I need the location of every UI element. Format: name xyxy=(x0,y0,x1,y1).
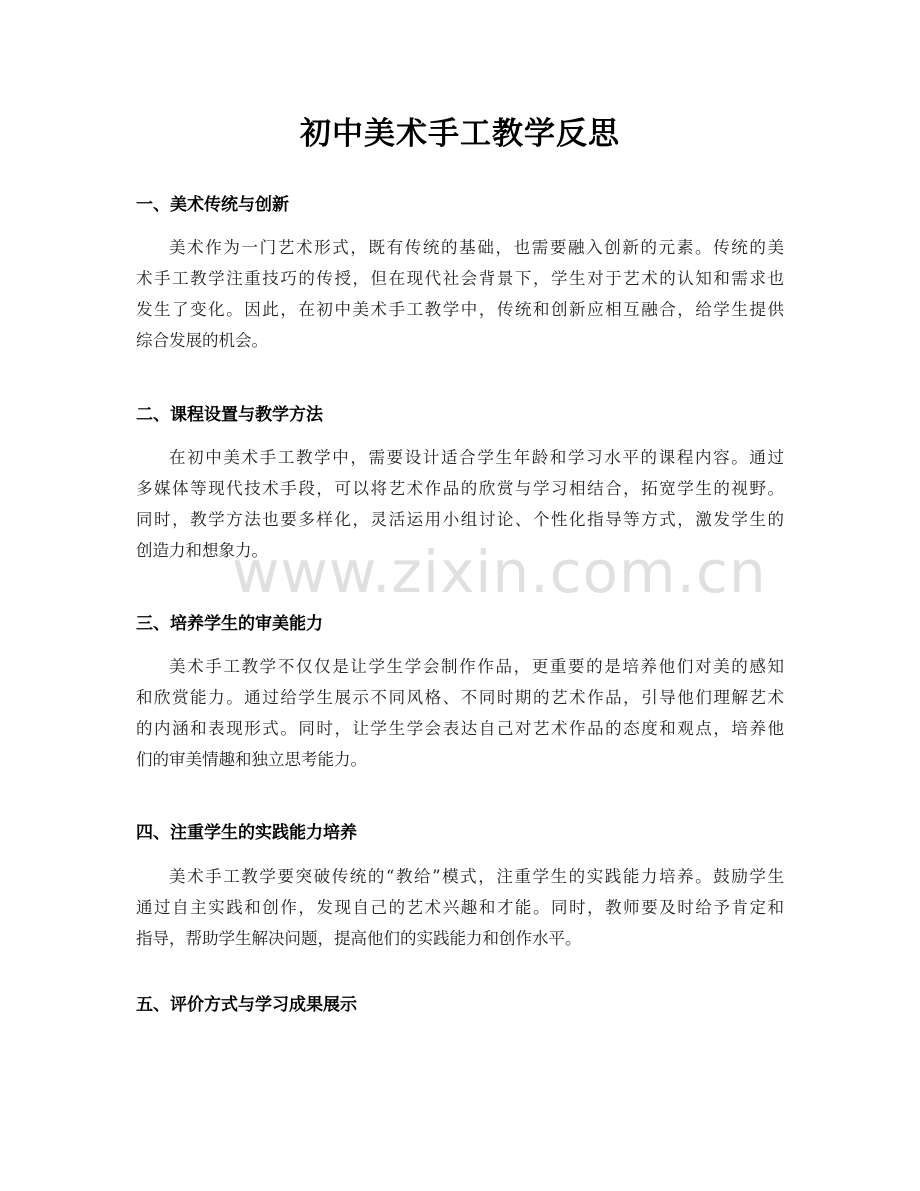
section-paragraph-3 xyxy=(136,651,784,775)
paragraph-line: 综合发展的机会。 xyxy=(136,331,268,350)
paragraph-line: 美术作为一门艺术形式，既有传统的基础，也需要融入创新的元素。传统的美 xyxy=(169,238,784,257)
paragraph-line: 美术手工教学不仅仅是让学生学会制作作品，更重要的是培养他们对美的感知 xyxy=(169,657,784,676)
paragraph-line: 指导，帮助学生解决问题，提高他们的实践能力和创作水平。 xyxy=(136,929,582,948)
paragraph-line: 的内涵和表现形式。同时，让学生学会表达自己对艺术作品的态度和观点，培养他 xyxy=(136,719,784,738)
paragraph-line: 多媒体等现代技术手段，可以将艺术作品的欣赏与学习相结合，拓宽学生的视野。 xyxy=(136,479,784,498)
section-paragraph-4 xyxy=(136,861,784,954)
section-heading-2: 二、课程设置与教学方法 xyxy=(136,405,323,425)
section-heading-4: 四、注重学生的实践能力培养 xyxy=(136,823,357,843)
paragraph-line: 同时，教学方法也要多样化，灵活运用小组讨论、个性化指导等方式，激发学生的 xyxy=(136,510,784,529)
paragraph-line: 发生了变化。因此，在初中美术手工教学中，传统和创新应相互融合，给学生提供 xyxy=(136,300,784,319)
section-paragraph-1 xyxy=(136,232,784,356)
paragraph-line: 们的审美情趣和独立思考能力。 xyxy=(136,750,367,769)
section-heading-1: 一、美术传统与创新 xyxy=(136,195,289,215)
paragraph-line: 美术手工教学要突破传统的“教给”模式，注重学生的实践能力培养。鼓励学生 xyxy=(169,867,784,886)
watermark: www.zixin.com.cn xyxy=(232,538,767,606)
paragraph-line: 和欣赏能力。通过给学生展示不同风格、不同时期的艺术作品，引导他们理解艺术 xyxy=(136,688,784,707)
paragraph-line: 术手工教学注重技巧的传授，但在现代社会背景下，学生对于艺术的认知和需求也 xyxy=(136,269,784,288)
section-heading-3: 三、培养学生的审美能力 xyxy=(136,614,323,634)
paragraph-line: 创造力和想象力。 xyxy=(136,541,268,560)
paragraph-line: 通过自主实践和创作，发现自己的艺术兴趣和才能。同时，教师要及时给予肯定和 xyxy=(136,898,784,917)
paragraph-line: 在初中美术手工教学中，需要设计适合学生年龄和学习水平的课程内容。通过 xyxy=(169,448,784,467)
section-heading-5: 五、评价方式与学习成果展示 xyxy=(136,995,357,1015)
page-title: 初中美术手工教学反思 xyxy=(300,116,620,152)
